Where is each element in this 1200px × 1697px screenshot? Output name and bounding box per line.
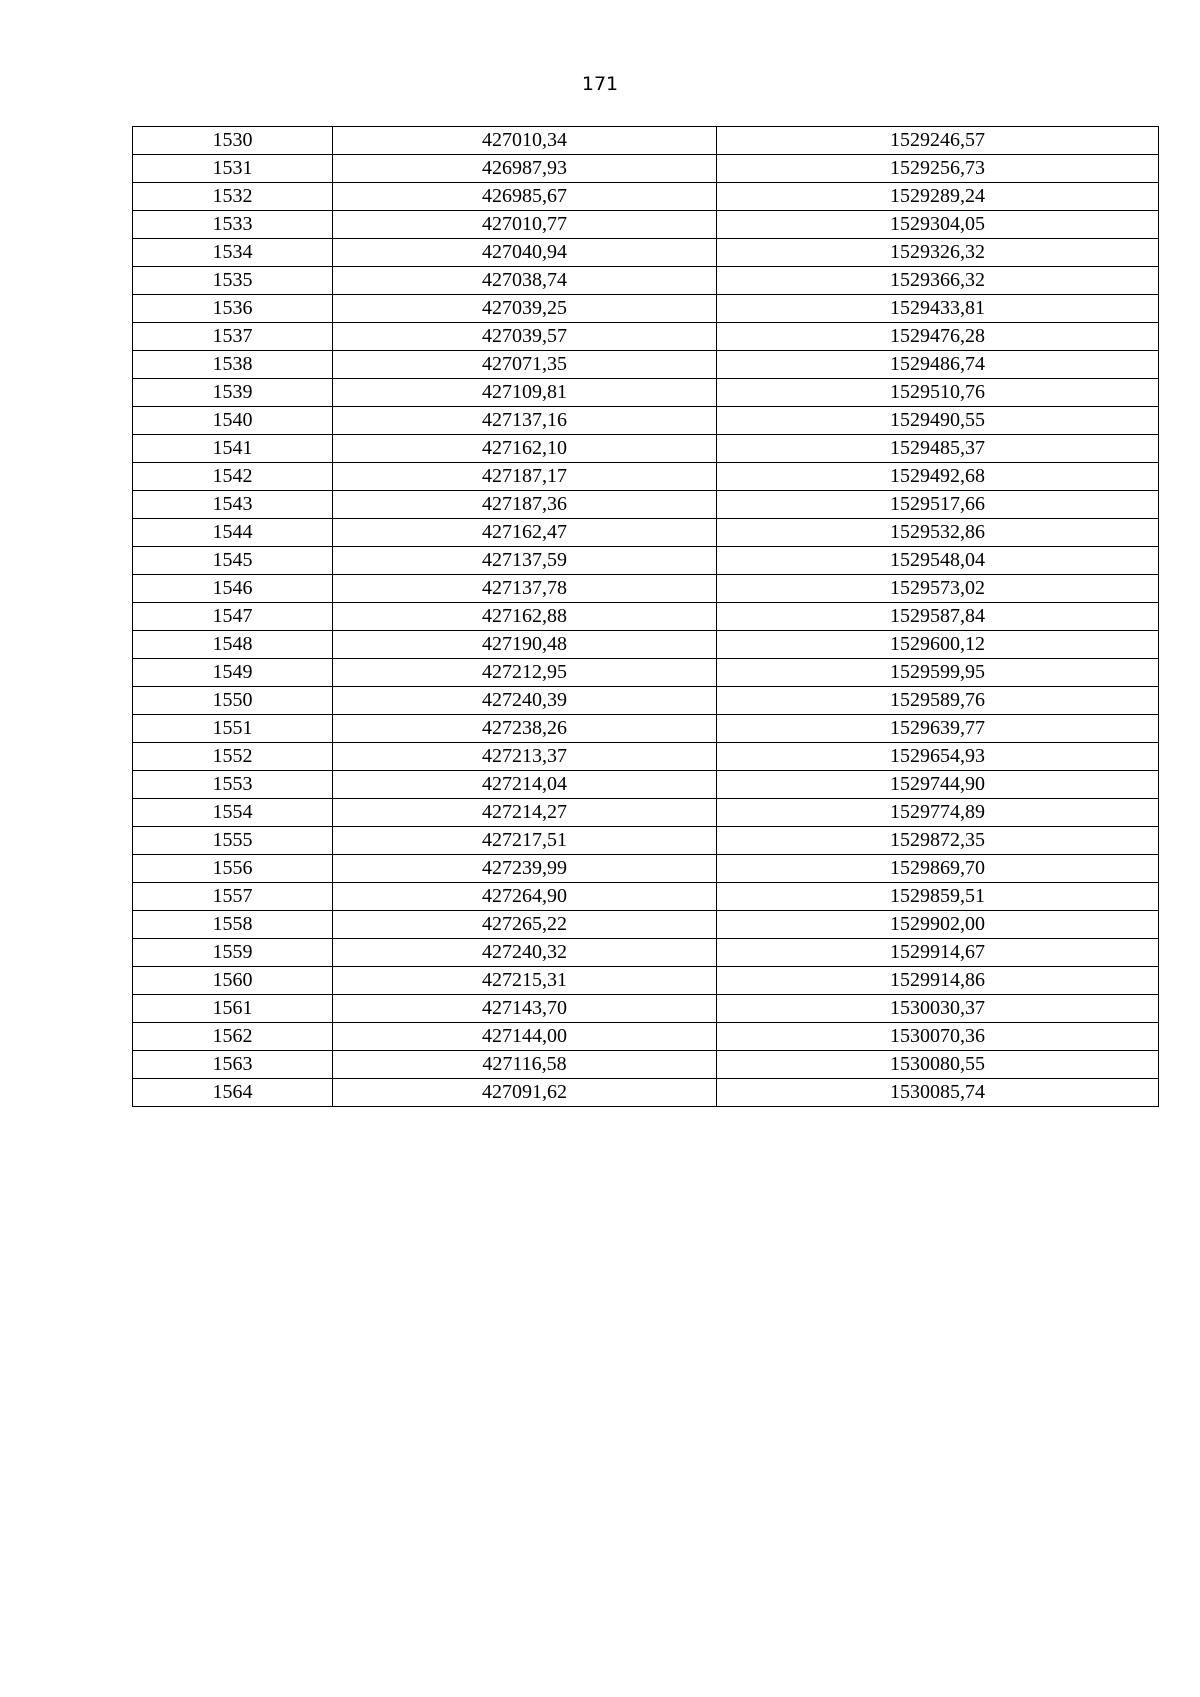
y-coordinate-cell: 1529476,28 bbox=[717, 323, 1159, 351]
table-row bbox=[133, 351, 1159, 379]
table-row bbox=[133, 435, 1159, 463]
x-coordinate-cell: 427038,74 bbox=[333, 267, 717, 295]
point-number-cell: 1561 bbox=[133, 995, 333, 1023]
y-coordinate-cell: 1529304,05 bbox=[717, 211, 1159, 239]
point-number-cell: 1530 bbox=[133, 127, 333, 155]
point-number-cell: 1531 bbox=[133, 155, 333, 183]
x-coordinate-cell: 427214,27 bbox=[333, 799, 717, 827]
y-coordinate-cell: 1529859,51 bbox=[717, 883, 1159, 911]
point-number-cell: 1541 bbox=[133, 435, 333, 463]
y-coordinate-cell: 1529600,12 bbox=[717, 631, 1159, 659]
y-coordinate-cell: 1530085,74 bbox=[717, 1079, 1159, 1107]
x-coordinate-cell: 427040,94 bbox=[333, 239, 717, 267]
y-coordinate-cell: 1529532,86 bbox=[717, 519, 1159, 547]
y-coordinate-cell: 1530070,36 bbox=[717, 1023, 1159, 1051]
x-coordinate-cell: 427137,59 bbox=[333, 547, 717, 575]
x-coordinate-cell: 427187,36 bbox=[333, 491, 717, 519]
point-number-cell: 1548 bbox=[133, 631, 333, 659]
coordinates-table-body bbox=[133, 127, 1159, 1107]
y-coordinate-cell: 1529366,32 bbox=[717, 267, 1159, 295]
table-row bbox=[133, 295, 1159, 323]
table-row bbox=[133, 407, 1159, 435]
y-coordinate-cell: 1529486,74 bbox=[717, 351, 1159, 379]
y-coordinate-cell: 1529869,70 bbox=[717, 855, 1159, 883]
table-row bbox=[133, 911, 1159, 939]
point-number-cell: 1564 bbox=[133, 1079, 333, 1107]
y-coordinate-cell: 1530080,55 bbox=[717, 1051, 1159, 1079]
x-coordinate-cell: 427144,00 bbox=[333, 1023, 717, 1051]
table-row bbox=[133, 463, 1159, 491]
point-number-cell: 1556 bbox=[133, 855, 333, 883]
x-coordinate-cell: 427116,58 bbox=[333, 1051, 717, 1079]
table-row bbox=[133, 995, 1159, 1023]
point-number-cell: 1555 bbox=[133, 827, 333, 855]
table-row bbox=[133, 603, 1159, 631]
y-coordinate-cell: 1529654,93 bbox=[717, 743, 1159, 771]
point-number-cell: 1546 bbox=[133, 575, 333, 603]
table-row bbox=[133, 379, 1159, 407]
y-coordinate-cell: 1529548,04 bbox=[717, 547, 1159, 575]
y-coordinate-cell: 1529573,02 bbox=[717, 575, 1159, 603]
table-row bbox=[133, 183, 1159, 211]
coordinates-table bbox=[132, 126, 1159, 1107]
y-coordinate-cell: 1529872,35 bbox=[717, 827, 1159, 855]
point-number-cell: 1543 bbox=[133, 491, 333, 519]
point-number-cell: 1549 bbox=[133, 659, 333, 687]
table-row bbox=[133, 799, 1159, 827]
table-row bbox=[133, 1051, 1159, 1079]
point-number-cell: 1554 bbox=[133, 799, 333, 827]
y-coordinate-cell: 1530030,37 bbox=[717, 995, 1159, 1023]
table-row bbox=[133, 771, 1159, 799]
point-number-cell: 1535 bbox=[133, 267, 333, 295]
table-row bbox=[133, 155, 1159, 183]
point-number-cell: 1539 bbox=[133, 379, 333, 407]
x-coordinate-cell: 427264,90 bbox=[333, 883, 717, 911]
x-coordinate-cell: 427091,62 bbox=[333, 1079, 717, 1107]
point-number-cell: 1547 bbox=[133, 603, 333, 631]
y-coordinate-cell: 1529589,76 bbox=[717, 687, 1159, 715]
table-row bbox=[133, 211, 1159, 239]
point-number-cell: 1540 bbox=[133, 407, 333, 435]
table-row bbox=[133, 239, 1159, 267]
table-row bbox=[133, 519, 1159, 547]
x-coordinate-cell: 427137,78 bbox=[333, 575, 717, 603]
y-coordinate-cell: 1529246,57 bbox=[717, 127, 1159, 155]
y-coordinate-cell: 1529774,89 bbox=[717, 799, 1159, 827]
table-row bbox=[133, 1079, 1159, 1107]
x-coordinate-cell: 427109,81 bbox=[333, 379, 717, 407]
x-coordinate-cell: 427190,48 bbox=[333, 631, 717, 659]
x-coordinate-cell: 427039,57 bbox=[333, 323, 717, 351]
point-number-cell: 1557 bbox=[133, 883, 333, 911]
y-coordinate-cell: 1529599,95 bbox=[717, 659, 1159, 687]
x-coordinate-cell: 426985,67 bbox=[333, 183, 717, 211]
table-row bbox=[133, 1023, 1159, 1051]
point-number-cell: 1536 bbox=[133, 295, 333, 323]
x-coordinate-cell: 427143,70 bbox=[333, 995, 717, 1023]
y-coordinate-cell: 1529517,66 bbox=[717, 491, 1159, 519]
point-number-cell: 1542 bbox=[133, 463, 333, 491]
x-coordinate-cell: 427238,26 bbox=[333, 715, 717, 743]
table-row bbox=[133, 939, 1159, 967]
x-coordinate-cell: 427162,10 bbox=[333, 435, 717, 463]
x-coordinate-cell: 427240,39 bbox=[333, 687, 717, 715]
table-row bbox=[133, 323, 1159, 351]
table-row bbox=[133, 743, 1159, 771]
table-row bbox=[133, 547, 1159, 575]
y-coordinate-cell: 1529326,32 bbox=[717, 239, 1159, 267]
table-row bbox=[133, 127, 1159, 155]
page-number: 171 bbox=[581, 73, 619, 95]
x-coordinate-cell: 427214,04 bbox=[333, 771, 717, 799]
point-number-cell: 1553 bbox=[133, 771, 333, 799]
table-row bbox=[133, 687, 1159, 715]
table-row bbox=[133, 659, 1159, 687]
point-number-cell: 1534 bbox=[133, 239, 333, 267]
table-row bbox=[133, 491, 1159, 519]
y-coordinate-cell: 1529433,81 bbox=[717, 295, 1159, 323]
y-coordinate-cell: 1529639,77 bbox=[717, 715, 1159, 743]
x-coordinate-cell: 427162,47 bbox=[333, 519, 717, 547]
point-number-cell: 1550 bbox=[133, 687, 333, 715]
table-row bbox=[133, 855, 1159, 883]
x-coordinate-cell: 427162,88 bbox=[333, 603, 717, 631]
y-coordinate-cell: 1529490,55 bbox=[717, 407, 1159, 435]
point-number-cell: 1563 bbox=[133, 1051, 333, 1079]
x-coordinate-cell: 426987,93 bbox=[333, 155, 717, 183]
y-coordinate-cell: 1529914,86 bbox=[717, 967, 1159, 995]
x-coordinate-cell: 427039,25 bbox=[333, 295, 717, 323]
point-number-cell: 1533 bbox=[133, 211, 333, 239]
y-coordinate-cell: 1529289,24 bbox=[717, 183, 1159, 211]
y-coordinate-cell: 1529744,90 bbox=[717, 771, 1159, 799]
x-coordinate-cell: 427010,34 bbox=[333, 127, 717, 155]
y-coordinate-cell: 1529256,73 bbox=[717, 155, 1159, 183]
table-row bbox=[133, 267, 1159, 295]
table-row bbox=[133, 575, 1159, 603]
table-row bbox=[133, 967, 1159, 995]
point-number-cell: 1532 bbox=[133, 183, 333, 211]
point-number-cell: 1558 bbox=[133, 911, 333, 939]
y-coordinate-cell: 1529510,76 bbox=[717, 379, 1159, 407]
y-coordinate-cell: 1529485,37 bbox=[717, 435, 1159, 463]
x-coordinate-cell: 427215,31 bbox=[333, 967, 717, 995]
table-row bbox=[133, 883, 1159, 911]
x-coordinate-cell: 427265,22 bbox=[333, 911, 717, 939]
x-coordinate-cell: 427071,35 bbox=[333, 351, 717, 379]
point-number-cell: 1560 bbox=[133, 967, 333, 995]
x-coordinate-cell: 427239,99 bbox=[333, 855, 717, 883]
point-number-cell: 1538 bbox=[133, 351, 333, 379]
point-number-cell: 1537 bbox=[133, 323, 333, 351]
y-coordinate-cell: 1529587,84 bbox=[717, 603, 1159, 631]
point-number-cell: 1551 bbox=[133, 715, 333, 743]
y-coordinate-cell: 1529492,68 bbox=[717, 463, 1159, 491]
y-coordinate-cell: 1529914,67 bbox=[717, 939, 1159, 967]
x-coordinate-cell: 427010,77 bbox=[333, 211, 717, 239]
x-coordinate-cell: 427213,37 bbox=[333, 743, 717, 771]
y-coordinate-cell: 1529902,00 bbox=[717, 911, 1159, 939]
x-coordinate-cell: 427217,51 bbox=[333, 827, 717, 855]
point-number-cell: 1545 bbox=[133, 547, 333, 575]
point-number-cell: 1552 bbox=[133, 743, 333, 771]
point-number-cell: 1559 bbox=[133, 939, 333, 967]
table-row bbox=[133, 631, 1159, 659]
x-coordinate-cell: 427212,95 bbox=[333, 659, 717, 687]
x-coordinate-cell: 427187,17 bbox=[333, 463, 717, 491]
point-number-cell: 1562 bbox=[133, 1023, 333, 1051]
table-row bbox=[133, 715, 1159, 743]
table-row bbox=[133, 827, 1159, 855]
point-number-cell: 1544 bbox=[133, 519, 333, 547]
x-coordinate-cell: 427137,16 bbox=[333, 407, 717, 435]
x-coordinate-cell: 427240,32 bbox=[333, 939, 717, 967]
